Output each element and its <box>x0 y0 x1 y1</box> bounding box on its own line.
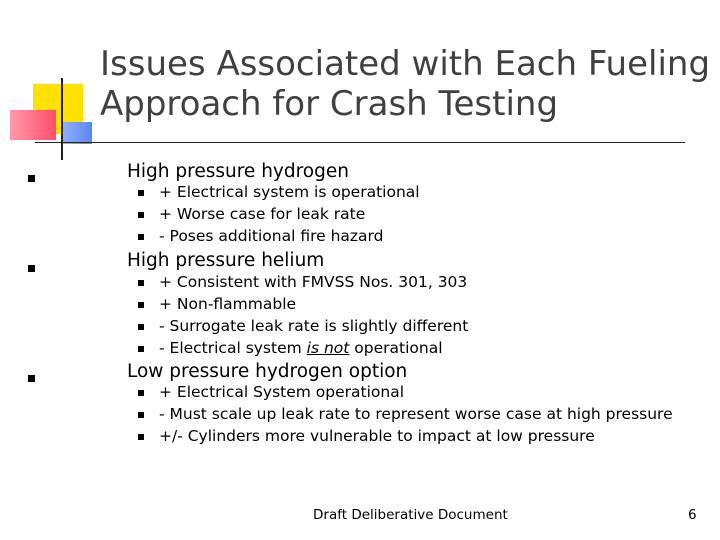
page-number: 6 <box>688 507 697 523</box>
sub-bullet-item: + Worse case for leak rate <box>159 205 366 223</box>
sub-bullet-text: operational <box>349 339 443 357</box>
bullet-high-pressure-hydrogen: High pressure hydrogen <box>127 161 349 182</box>
sub-bullet-item: + Electrical system is operational <box>159 183 420 201</box>
title-divider-line <box>35 142 685 143</box>
bullet-high-pressure-helium: High pressure helium <box>127 250 325 271</box>
sub-bullet-item: +/- Cylinders more vulnerable to impact at low pressure <box>159 427 595 445</box>
sub-bullet-item: + Non-flammable <box>159 295 297 313</box>
sub-bullet-marker <box>138 190 144 196</box>
sub-bullet-item <box>159 339 443 357</box>
sub-bullet-marker <box>138 234 144 240</box>
sub-bullet-marker <box>138 412 144 418</box>
sub-bullet-item: - Must scale up leak rate to represent worse case at high pressure <box>159 405 673 423</box>
sub-bullet-marker <box>138 280 144 286</box>
sub-bullet-item: - Poses additional fire hazard <box>159 227 384 245</box>
bullet-low-pressure-hydrogen: Low pressure hydrogen option <box>127 361 408 382</box>
sub-bullet-marker <box>138 434 144 440</box>
sub-bullet-text: - Electrical system <box>159 339 307 357</box>
decor-vertical-line <box>61 78 63 160</box>
bullet-marker <box>28 175 35 182</box>
emphasis-text: is not <box>306 339 350 357</box>
footer-text: Draft Deliberative Document <box>313 507 508 523</box>
sub-bullet-marker <box>138 324 144 330</box>
sub-bullet-marker <box>138 346 144 352</box>
slide-title <box>100 44 711 124</box>
slide-title-line-1: Issues Associated with Each Fueling <box>100 44 711 84</box>
sub-bullet-item: - Surrogate leak rate is slightly different <box>159 317 469 335</box>
sub-bullet-marker <box>138 390 144 396</box>
slide-title-line-2: Approach for Crash Testing <box>100 84 559 124</box>
sub-bullet-item: + Consistent with FMVSS Nos. 301, 303 <box>159 273 468 291</box>
sub-bullet-marker <box>138 302 144 308</box>
decor-blue-rectangle <box>62 122 92 144</box>
sub-bullet-item: + Electrical System operational <box>159 383 405 401</box>
decor-red-rectangle <box>10 110 56 140</box>
sub-bullet-marker <box>138 212 144 218</box>
bullet-marker <box>28 265 35 272</box>
bullet-marker <box>28 375 35 382</box>
